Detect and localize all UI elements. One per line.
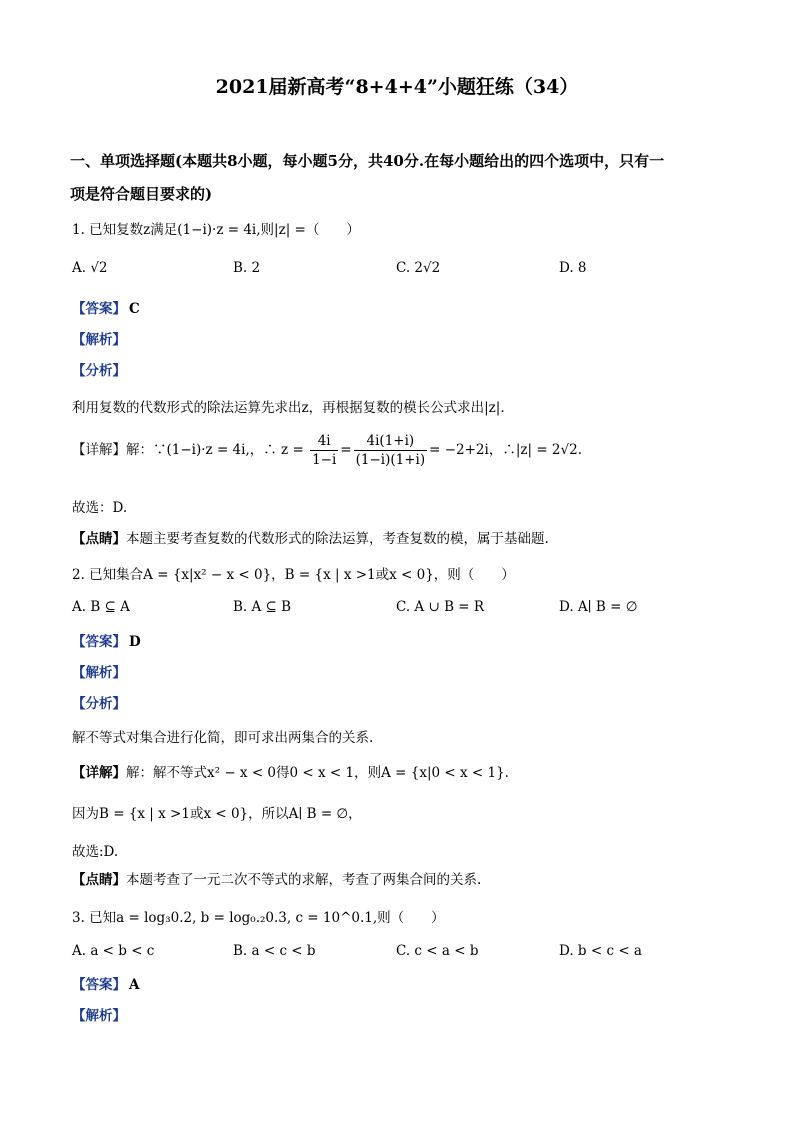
q1-fraction-2: $\frac{4i(1+i)}{(1-i)(1+i)}$ <box>355 433 426 468</box>
q3-answer-value: A <box>129 977 140 993</box>
q2-detail: 【详解】解：解不等式x² − x < 0得0 < x < 1，则A = {x|0 < x < 1}. <box>72 765 509 781</box>
detail-label: 【详解】 <box>72 442 126 458</box>
q1-fenxi-label: 【分析】 <box>72 363 126 379</box>
q3-option-c: C. c < a < b <box>396 943 479 959</box>
q3-analysis-label: 【解析】 <box>72 1008 126 1024</box>
q1-stem: 1. 已知复数z满足(1−i)·z = 4i,则|z| =（ ） <box>72 222 360 238</box>
q1-detail: 【详解】解：∵(1−i)·z = 4i,，∴ z = $\frac{4i}{1-i}$ = $\frac{4i(1+i)}{(1-i)(1+i)}$ = −2+2i，∴|z| = 2√2. <box>72 433 583 468</box>
q1-choose: 故选：D. <box>72 500 128 516</box>
q2-option-d: D. A∣ B = ∅ <box>559 599 638 615</box>
q1-comment: 【点睛】本题主要考查复数的代数形式的除法运算，考查复数的模，属于基础题. <box>72 531 549 547</box>
page-title: 2021届新高考“8+4+4”小题狂练（34） <box>215 76 579 98</box>
q3-option-a: A. a < b < c <box>72 943 155 959</box>
q2-detail-line2: 因为B = {x | x >1或x < 0}，所以A∣ B = ∅， <box>72 806 362 822</box>
q2-analysis-label: 【解析】 <box>72 665 126 681</box>
q2-option-b: B. A ⊆ B <box>233 599 292 615</box>
q2-choose: 故选:D. <box>72 844 119 860</box>
q1-option-a: A. √2 <box>72 260 108 276</box>
q2-answer: 【答案】 D <box>72 634 141 650</box>
q1-answer <box>72 297 140 317</box>
q3-answer: 【答案】 A <box>72 977 140 993</box>
q2-option-a: A. B ⊆ A <box>72 599 130 615</box>
q3-stem: 3. 已知a = log₃0.2, b = log₀.₂0.3, c = 10^0.1,则（ ） <box>72 910 445 926</box>
q1-answer-value: C <box>129 301 140 317</box>
q1-option-d: D. 8 <box>559 260 587 276</box>
section-heading-line2: 项是符合题目要求的) <box>70 185 213 203</box>
q1-option-c: C. 2√2 <box>396 260 441 276</box>
q1-fenxi-text: 利用复数的代数形式的除法运算先求出z，再根据复数的模长公式求出|z|. <box>72 400 505 416</box>
q3-option-b: B. a < c < b <box>233 943 316 959</box>
q1-detail-prefix: 解：∵(1−i)·z = 4i,，∴ z = <box>126 442 304 458</box>
q2-comment: 【点睛】本题考查了一元二次不等式的求解，考查了两集合间的关系. <box>72 872 482 888</box>
q2-fenxi-label: 【分析】 <box>72 696 126 712</box>
q1-fraction-1: $\frac{4i}{1-i}$ <box>312 433 337 468</box>
answer-label: 【答案】 <box>72 301 126 317</box>
q2-stem: 2. 已知集合A = {x|x² − x < 0}，B = {x | x >1或x < 0}，则（ ） <box>72 567 515 583</box>
q2-option-c: C. A ∪ B = R <box>396 599 485 615</box>
section-heading-line1: 一、单项选择题(本题共8小题，每小题5分，共40分.在每小题给出的四个选项中，只有一 <box>70 152 665 170</box>
q2-answer-value: D <box>129 634 141 650</box>
q1-detail-suffix: = −2+2i，∴|z| = 2√2. <box>429 442 583 458</box>
q1-option-b: B. 2 <box>233 260 261 276</box>
q1-analysis-label: 【解析】 <box>72 332 126 348</box>
q2-fenxi-text: 解不等式对集合进行化简，即可求出两集合的关系. <box>72 730 374 746</box>
q3-option-d: D. b < c < a <box>559 943 642 959</box>
